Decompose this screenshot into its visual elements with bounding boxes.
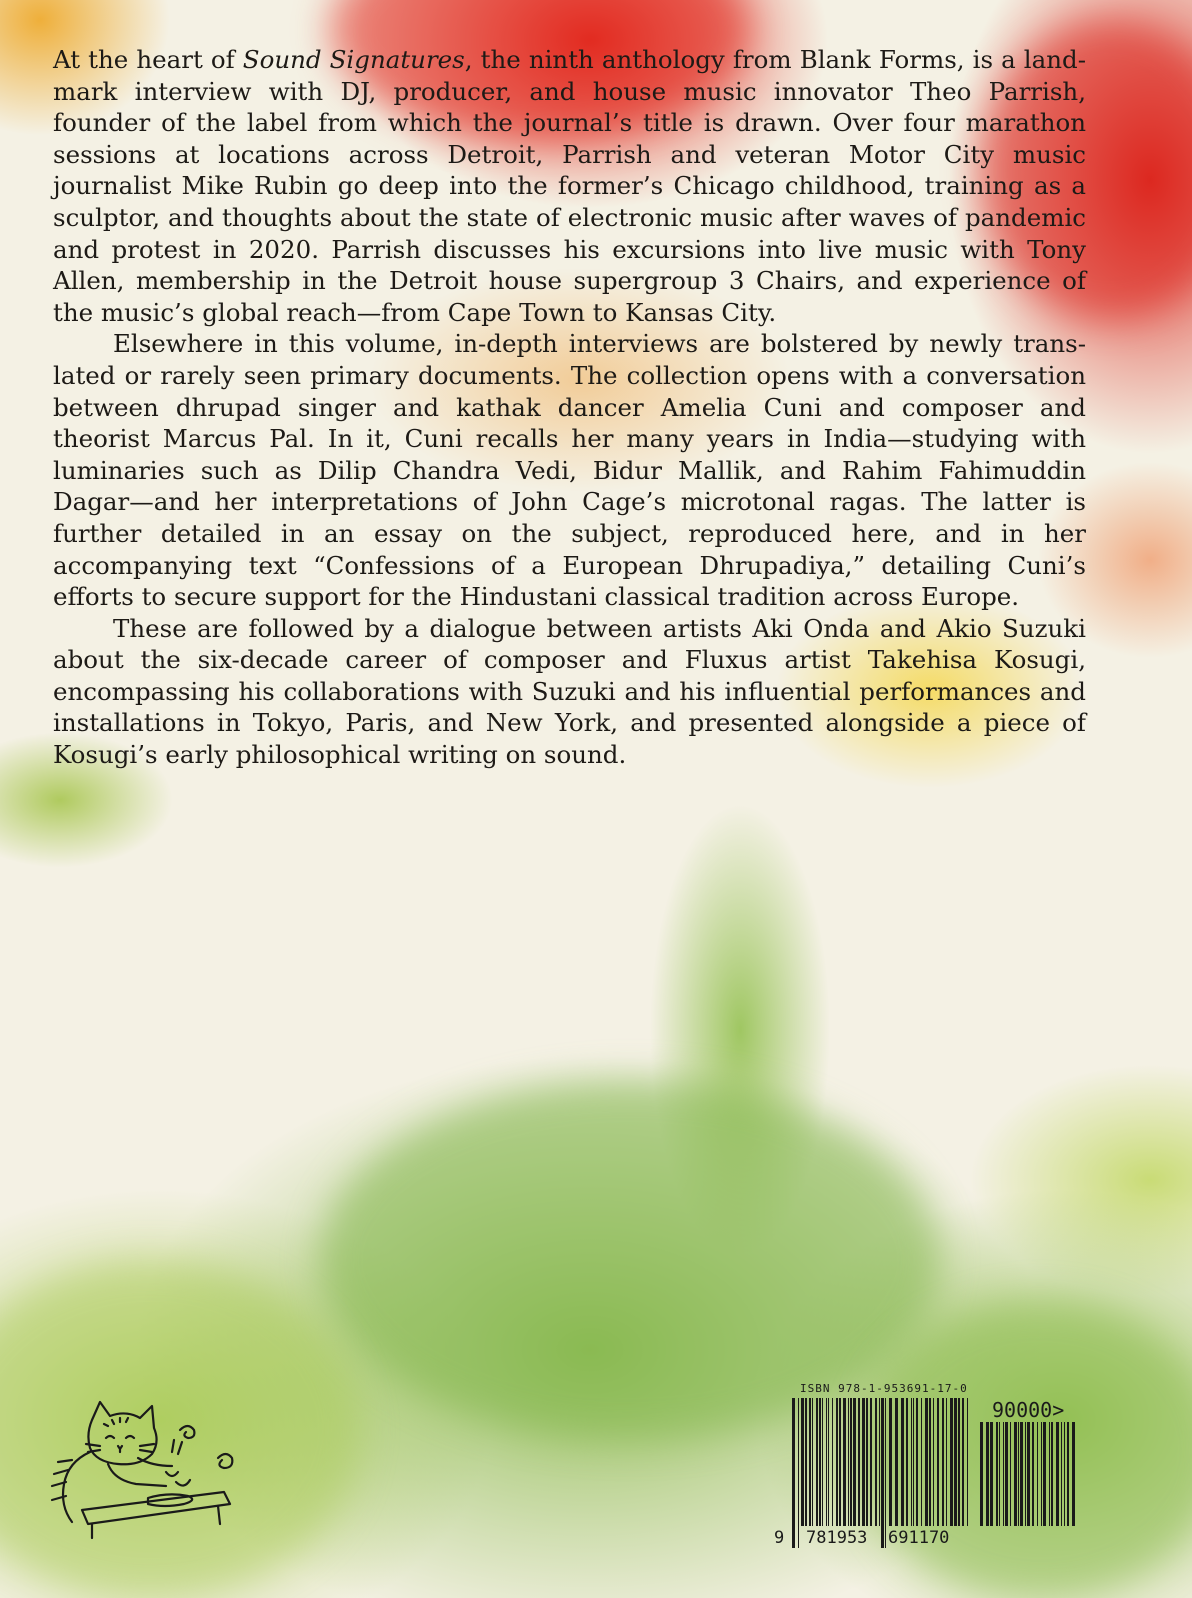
barcode-bar: [996, 1422, 998, 1526]
barcode-bar: [1014, 1422, 1017, 1526]
barcode-bar: [946, 1398, 947, 1526]
barcode-bar: [801, 1398, 804, 1526]
paragraph-1: [53, 44, 1086, 328]
paragraph-1-rest: , the ninth anthology from Blank Forms, is a landmark interview with DJ, producer, and house music innovator Theo Parrish, founder of the label from which the journal’s title is drawn. Over four marathon sessions at locations across Detroit, Parrish and veteran Motor City music journalist Mike Rubin go deep into the former’s Chicago childhood, training as a sculptor, and thoughts about the state of electronic music after waves of pandemic and protest in 2020. Parrish discusses his excursions into live music with Tony Allen, membership in the Detroit house supergroup 3 Chairs, and experience of the music’s global reach—from Cape Town to Kansas City.: [53, 45, 1086, 327]
barcode-bar: [925, 1398, 928, 1526]
barcode-bar: [929, 1398, 931, 1526]
isbn-label: ISBN 978-1-953691-17-0: [800, 1382, 968, 1395]
barcode-bar: [792, 1398, 795, 1548]
barcode-bar: [832, 1398, 833, 1526]
barcode-bar: [826, 1398, 827, 1526]
barcode-digits-right: 691170: [888, 1528, 950, 1548]
barcode-bar: [862, 1398, 865, 1526]
barcode-bar: [980, 1422, 983, 1526]
barcode-bar: [839, 1398, 841, 1526]
barcode-bars: [792, 1398, 970, 1548]
barcode-bar: [954, 1398, 957, 1526]
barcode-bar: [990, 1422, 993, 1526]
barcode-bar: [967, 1398, 968, 1526]
price-code: 90000>: [992, 1398, 1065, 1422]
barcode-bar: [850, 1398, 852, 1526]
cat-at-turntables-icon: [48, 1400, 238, 1540]
barcode-digit-first: 9: [774, 1528, 785, 1548]
barcode-bar: [812, 1398, 813, 1526]
barcode-bar: [1067, 1422, 1069, 1526]
barcode-bar: [1051, 1422, 1053, 1526]
barcode-bar: [805, 1398, 807, 1526]
barcode-bar: [911, 1398, 912, 1526]
barcode-bar: [1027, 1422, 1030, 1526]
barcode-bar: [866, 1398, 868, 1526]
addon-barcode-bars: [980, 1422, 1076, 1548]
barcode-bar: [889, 1398, 892, 1526]
isbn-barcode: [774, 1382, 1092, 1552]
barcode-bar: [1005, 1422, 1008, 1526]
paragraph-1-lead: At the heart of: [53, 45, 243, 74]
barcode-bar: [853, 1398, 856, 1526]
barcode-bar: [870, 1398, 872, 1526]
barcode-bar: [848, 1398, 849, 1526]
barcode-bar: [921, 1398, 922, 1526]
barcode-bar: [1003, 1422, 1004, 1526]
barcode-bar: [937, 1398, 939, 1526]
barcode-bar: [1010, 1422, 1011, 1526]
barcode-bar: [1037, 1422, 1038, 1526]
barcode-bar: [809, 1398, 811, 1526]
barcode-bar: [986, 1422, 989, 1526]
barcode-bar: [1041, 1422, 1042, 1526]
barcode-bar: [916, 1398, 918, 1526]
barcode-bar: [1025, 1422, 1026, 1526]
barcode-bar: [942, 1398, 944, 1526]
paragraph-2: Elsewhere in this volume, in-depth interviews are bolstered by newly translated or rarely seen primary documents. The collection opens with a conversation between dhrupad singer and kathak dancer Amelia Cuni and composer and theorist Marcus Pal. In it, Cuni recalls her many years in India—studying with luminaries such as Dilip Chandra Vedi, Bidur Mallik, and Rahim Fahimuddin Dagar—and her interpretations of John Cage’s microtonal ragas. The latter is further detailed in an essay on the subject, reproduced here, and in her accompanying text “Confessions of a European Dhrupadiya,” detailing Cuni’s efforts to secure support for the Hindustani classical tradition across Europe.: [53, 329, 1086, 612]
barcode-bar: [895, 1398, 898, 1526]
barcode-bar: [879, 1398, 880, 1526]
barcode-bar: [875, 1398, 877, 1526]
barcode-digits-left: 781953: [806, 1528, 868, 1548]
barcode-bar: [906, 1398, 908, 1526]
barcode-bar: [858, 1398, 860, 1526]
back-cover-text: [53, 44, 1086, 771]
barcode-bar: [828, 1398, 829, 1526]
barcode-bar: [1056, 1422, 1059, 1526]
barcode-bar: [1032, 1422, 1034, 1526]
barcode-bar: [843, 1398, 846, 1526]
anthology-title: Sound Signatures: [242, 45, 465, 74]
paragraph-3: These are followed by a dialogue between artists Aki Onda and Akio Suzuki about the six-decade career of composer and Fluxus artist Takehisa Kosugi, encompassing his collaborations with Suzuki and his influential performances and installations in Tokyo, Paris, and New York, and presented alongside a piece of Kosugi’s early philosophical writing on sound.: [53, 613, 1086, 770]
barcode-bar: [962, 1398, 964, 1526]
barcode-bar: [1061, 1422, 1062, 1526]
barcode-bar: [1018, 1422, 1019, 1526]
barcode-bar: [933, 1398, 934, 1526]
barcode-bar: [901, 1398, 904, 1526]
barcode-bar: [816, 1398, 818, 1526]
barcode-bar: [999, 1422, 1000, 1526]
barcode-bar: [836, 1398, 838, 1526]
barcode-bar: [822, 1398, 823, 1526]
barcode-bar: [885, 1398, 886, 1548]
barcode-bar: [798, 1398, 799, 1548]
barcode-bar: [1072, 1422, 1075, 1526]
barcode-bar: [1064, 1422, 1065, 1526]
barcode-bar: [881, 1398, 884, 1548]
barcode-bar: [1020, 1422, 1023, 1526]
barcode-bar: [950, 1398, 953, 1526]
barcode-bar: [913, 1398, 914, 1526]
barcode-bar: [819, 1398, 821, 1526]
barcode-bar: [1043, 1422, 1046, 1526]
barcode-bar: [958, 1398, 960, 1526]
barcode-bar: [1049, 1422, 1050, 1526]
